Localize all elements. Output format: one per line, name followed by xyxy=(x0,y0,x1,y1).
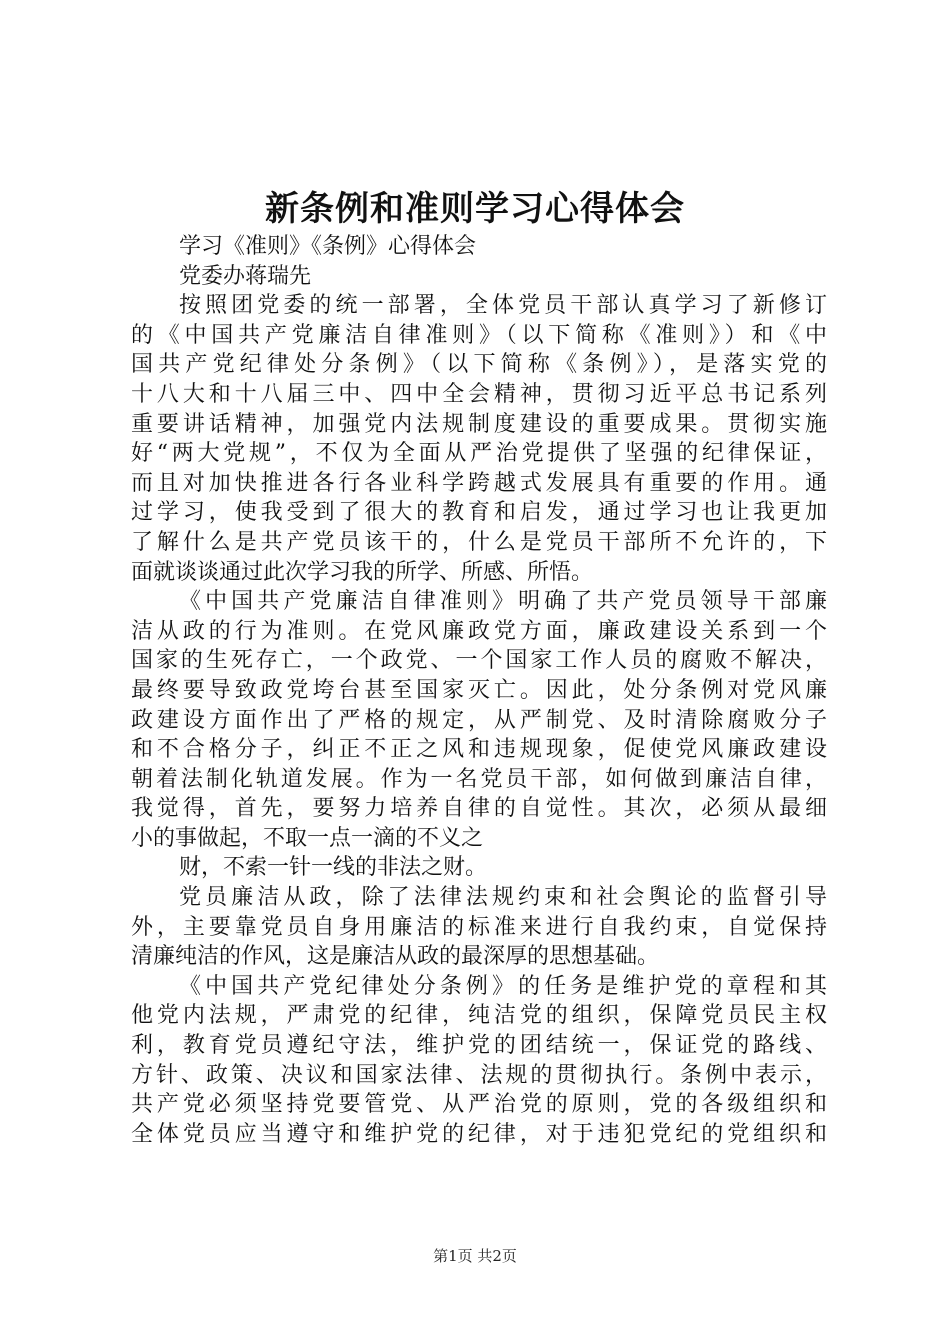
text-line: 洁从政的行为准则。在党风廉政党方面，廉政建设关系到一个 xyxy=(131,618,827,644)
text-line: 而且对加快推进各行各业科学跨越式发展具有重要的作用。通 xyxy=(131,470,827,496)
text-line: 按照团党委的统一部署，全体党员干部认真学习了新修订 xyxy=(179,293,827,319)
text-line: 面就谈谈通过此次学习我的所学、所感、所悟。 xyxy=(131,559,594,585)
text-line: 过学习，使我受到了很大的教育和启发，通过学习也让我更加 xyxy=(131,500,827,526)
text-line: 的《中国共产党廉洁自律准则》（以下简称《准则》）和《中 xyxy=(131,322,827,348)
text-line: 和不合格分子，纠正不正之风和违规现象，促使党风廉政建设 xyxy=(131,737,827,763)
text-line: 利，教育党员遵纪守法，维护党的团结统一，保证党的路线、 xyxy=(131,1033,827,1059)
text-line: 十八大和十八届三中、四中全会精神，贯彻习近平总书记系列 xyxy=(131,381,827,407)
text-line: 《中国共产党廉洁自律准则》明确了共产党员领导干部廉 xyxy=(179,589,827,615)
text-line: 《中国共产党纪律处分条例》的任务是维护党的章程和其 xyxy=(179,973,827,999)
text-line: 方针、政策、决议和国家法律、法规的贯彻执行。条例中表示， xyxy=(131,1062,827,1088)
text-line: 清廉纯洁的作风，这是廉洁从政的最深厚的思想基础。 xyxy=(131,944,660,970)
text-line: 我觉得，首先，要努力培养自律的自觉性。其次，必须从最细 xyxy=(131,796,827,822)
text-line: 党委办蒋瑞先 xyxy=(179,263,312,289)
text-line: 朝着法制化轨道发展。作为一名党员干部，如何做到廉洁自律， xyxy=(131,766,827,792)
text-line: 党员廉洁从政，除了法律法规约束和社会舆论的监督引导 xyxy=(179,885,827,911)
text-line: 共产党必须坚持党要管党、从严治党的原则，党的各级组织和 xyxy=(131,1092,827,1118)
text-line: 重要讲话精神，加强党内法规制度建设的重要成果。贯彻实施 xyxy=(131,411,827,437)
text-line: 最终要导致政党垮台甚至国家灭亡。因此，处分条例对党风廉 xyxy=(131,677,827,703)
text-line: 小的事做起，不取一点一滴的不义之 xyxy=(131,825,484,851)
document-body xyxy=(131,232,827,1149)
document-title: 新条例和准则学习心得体会 xyxy=(265,189,685,229)
text-line: 好“两大党规”，不仅为全面从严治党提供了坚强的纪律保证， xyxy=(131,441,827,467)
text-line: 他党内法规，严肃党的纪律，纯洁党的组织，保障党员民主权 xyxy=(131,1003,827,1029)
page-footer: 第1页 共2页 xyxy=(433,1247,517,1265)
text-line: 学习《准则》《条例》心得体会 xyxy=(179,234,477,259)
text-line: 政建设方面作出了严格的规定，从严制党、及时清除腐败分子 xyxy=(131,707,827,733)
text-line: 财，不索一针一线的非法之财。 xyxy=(179,855,488,881)
text-line: 国家的生死存亡，一个政党、一个国家工作人员的腐败不解决， xyxy=(131,648,827,674)
text-line: 国共产党纪律处分条例》（以下简称《条例》），是落实党的 xyxy=(131,352,827,378)
text-line: 外，主要靠党员自身用廉洁的标准来进行自我约束，自觉保持 xyxy=(131,914,827,940)
text-line: 了解什么是共产党员该干的，什么是党员干部所不允许的，下 xyxy=(131,529,827,555)
text-line: 全体党员应当遵守和维护党的纪律，对于违犯党纪的党组织和 xyxy=(131,1121,827,1147)
